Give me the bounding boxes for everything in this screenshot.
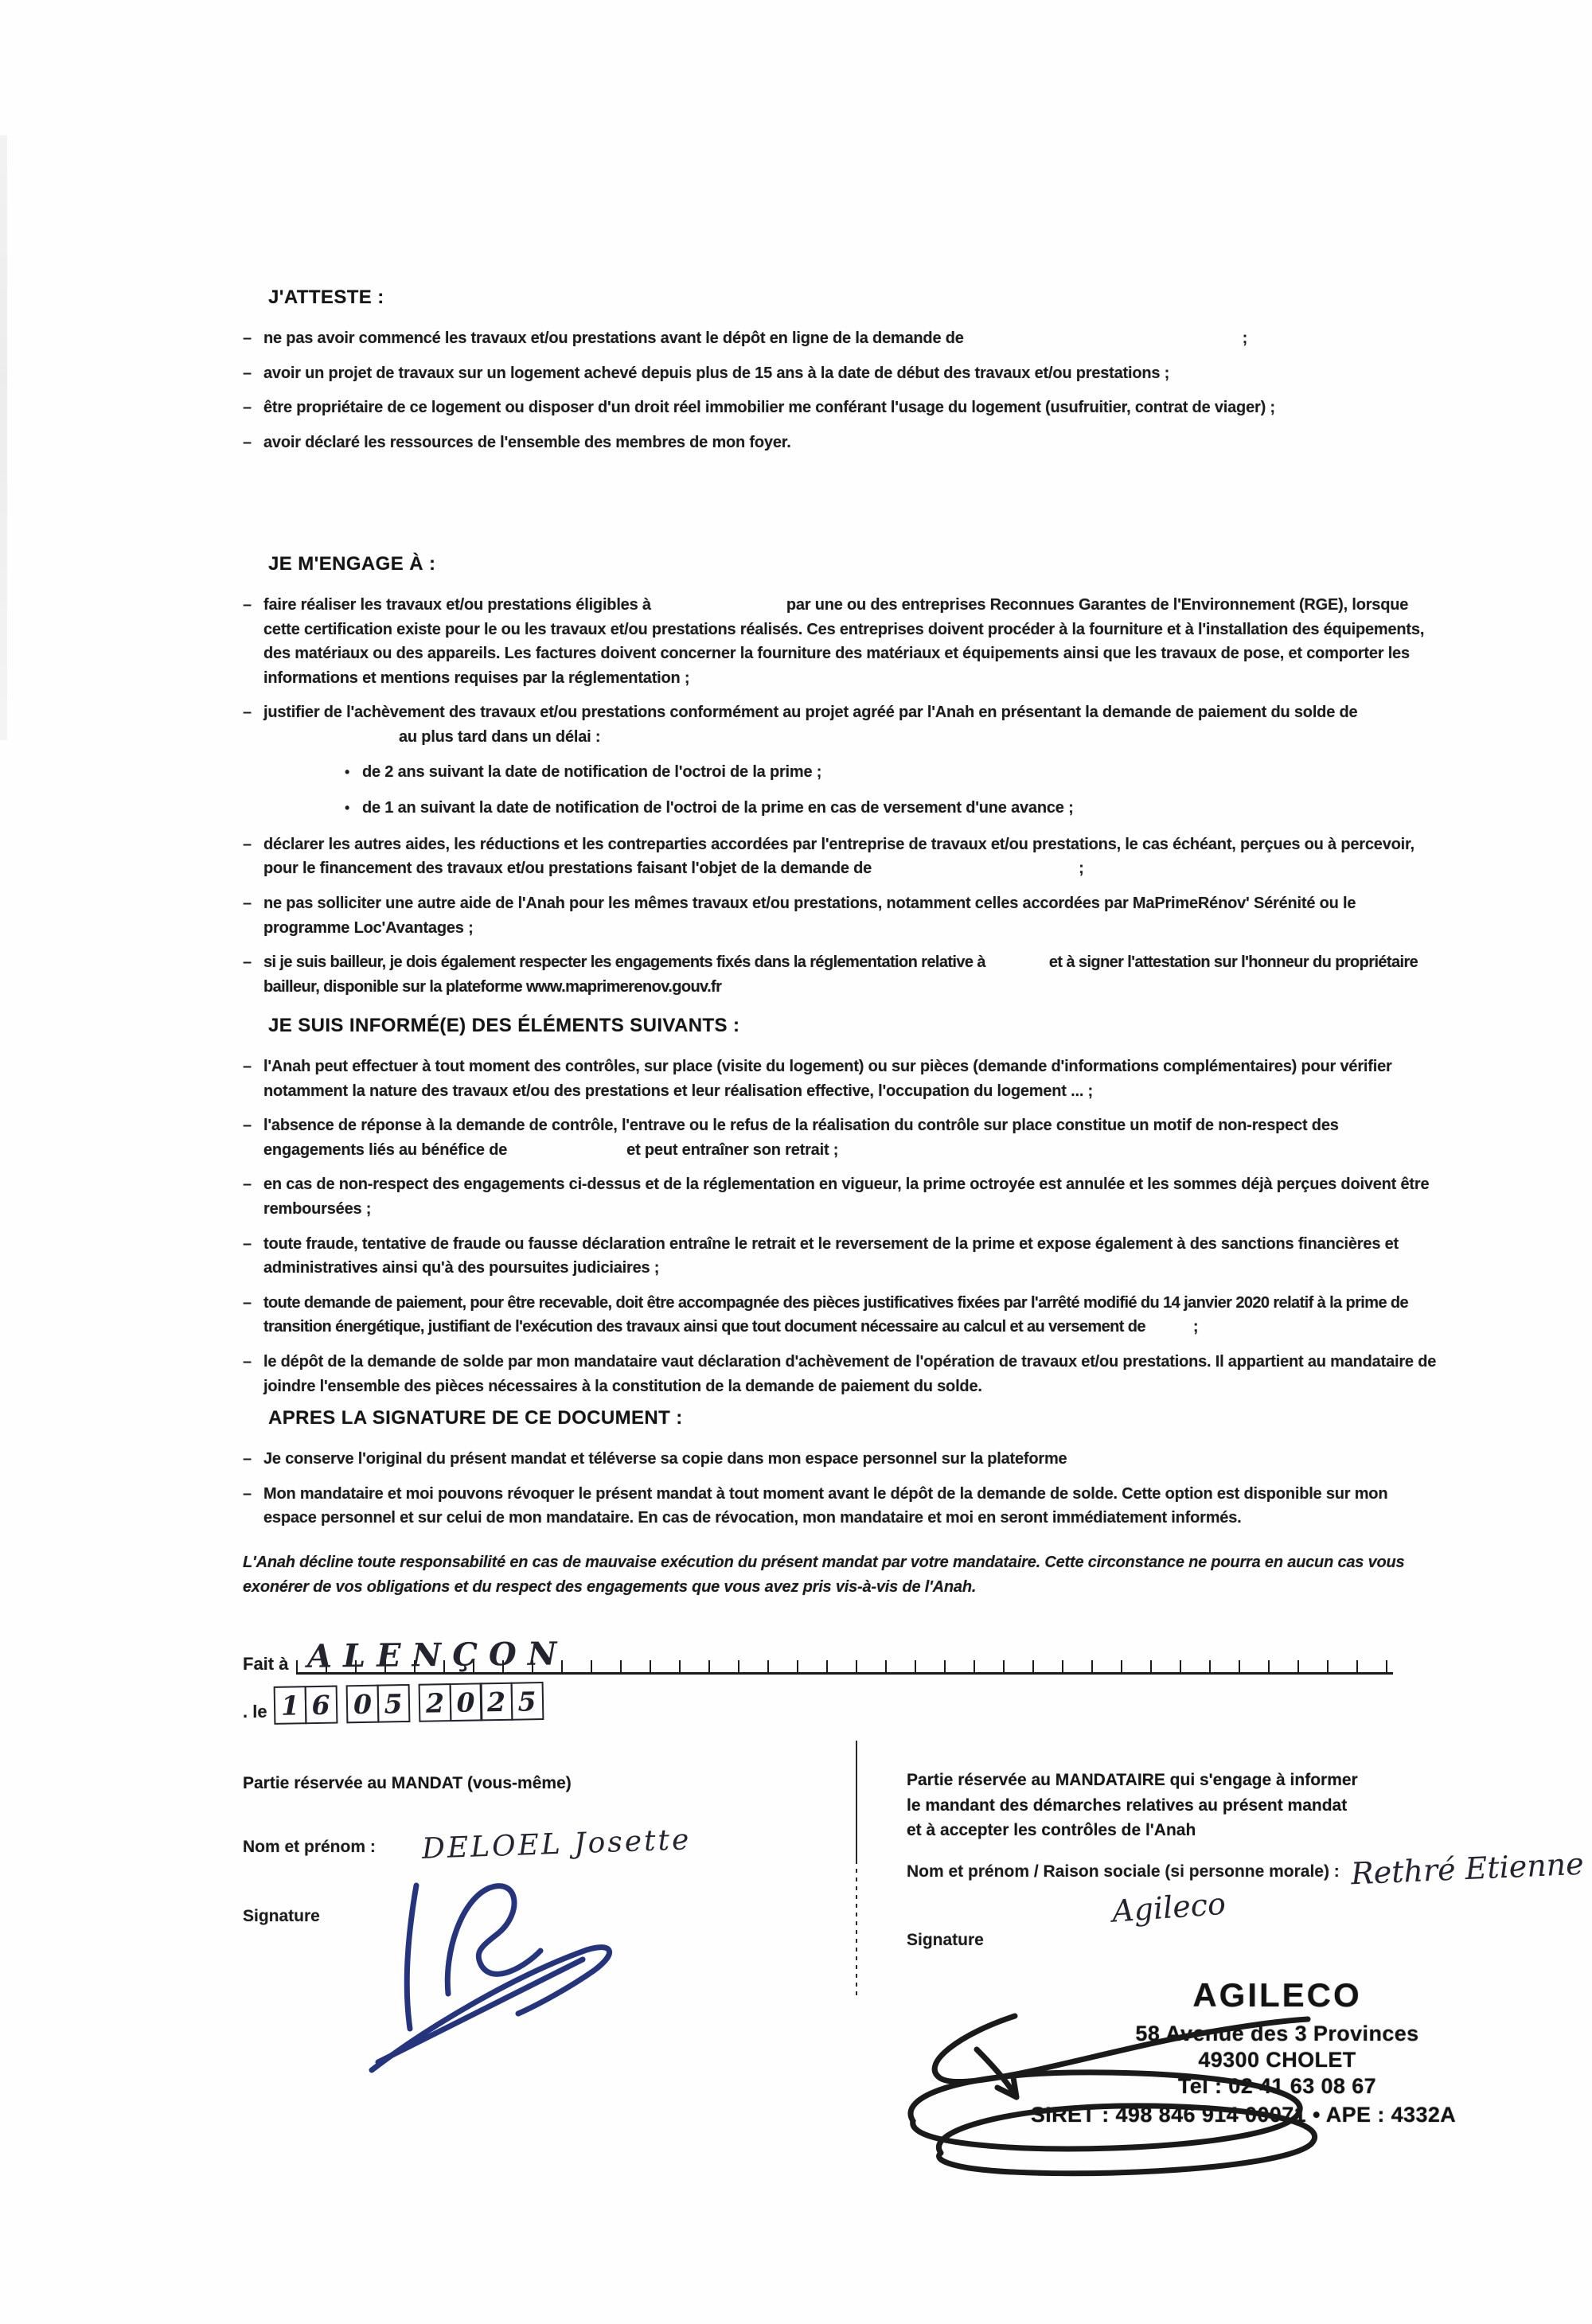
list-item — [243, 593, 1441, 690]
item-segment: ; — [1242, 329, 1248, 347]
item-segment: ; — [1079, 860, 1084, 878]
mandant-heading: Partie réservée au MANDAT (vous-même) — [243, 1774, 572, 1792]
item-segment: et à signer l'attestation sur l'honneur du propriétaire bailleur, disponible sur la plateforme www.maprimerenov.gouv.fr — [263, 953, 1418, 996]
item-segment: ; — [1192, 1318, 1198, 1336]
dash-bullet: – — [243, 1234, 252, 1253]
item-segment: l'absence de réponse à la demande de contrôle, l'entrave ou le refus de la réalisation du contrôle sur place constitue un motif de non-respect des engagements liés au bénéfice de — [263, 1117, 1339, 1159]
dash-bullet: – — [243, 1352, 252, 1371]
list-item — [243, 1350, 1441, 1398]
date-digit: 1 — [273, 1686, 306, 1725]
date-digit: 0 — [345, 1685, 379, 1724]
section-informe — [243, 1015, 1441, 1409]
blank-field — [872, 872, 1079, 873]
mandataire-name-row — [907, 1846, 1592, 1891]
item-text: ne pas solliciter une autre aide de l'Anah pour les mêmes travaux et/ou prestations, notamment celles accordées par MaPrimeRénov' Sérénité ou le programme Loc'Avantages ; — [263, 894, 1356, 937]
list-item — [243, 1113, 1441, 1162]
list-item — [243, 891, 1441, 940]
item-text: de 2 ans suivant la date de notification de l'octroi de la prime ; — [362, 762, 822, 781]
mandataire-signature-label: Signature — [907, 1930, 984, 1949]
item-text: Mon mandataire et moi pouvons révoquer le présent mandat à tout moment avant le dépôt de la demande de solde. Cette option est disponible sur mon espace personnel et sur celui de mon mandataire. En cas de révocation, mon mandataire et moi en seront immédiatement informés. — [263, 1484, 1388, 1527]
item-text: l'Anah peut effectuer à tout moment des contrôles, sur place (visite du logement) ou sur pièces (demande d'informations complémentaires) pour vérifier notamment la nature des travaux et/ou des prestations et leur réalisation effective, l'occupation du logement ... ; — [263, 1058, 1392, 1100]
list-item — [243, 361, 1441, 386]
list-item — [243, 1447, 1441, 1472]
list-item — [243, 700, 1441, 749]
stamp-company-name: AGILECO — [1192, 1976, 1362, 2014]
fait-a-label: Fait à — [243, 1654, 289, 1674]
date-digit: 2 — [418, 1683, 451, 1722]
list-item — [243, 1482, 1441, 1530]
blank-field — [507, 1153, 626, 1155]
item-text: toute fraude, tentative de fraude ou fausse déclaration entraîne le retrait et le reversement de la prime et expose également à des sanctions financières et administratives ainsi qu'à des poursuites judiciaires ; — [263, 1234, 1399, 1277]
fait-a-row — [243, 1635, 1445, 1675]
item-segment: toute demande de paiement, pour être recevable, doit être accompagnée des pièces justificatives fixées par l'arrêté modifié du 14 janvier 2020 relatif à la prime de transition énergétique, justifiant de l'exécution des travaux ainsi que tout document nécessaire au calcul et au versement de — [263, 1293, 1409, 1336]
dash-bullet: – — [243, 596, 252, 614]
item-text: de 1 an suivant la date de notification de l'octroi de la prime en cas de versement d'une avance ; — [362, 799, 1074, 817]
fait-block — [243, 1635, 1445, 1722]
blank-field — [263, 740, 399, 742]
item-text: Je conserve l'original du présent mandat et téléverse sa copie dans mon espace personnel sur la plateforme — [263, 1450, 1067, 1468]
mandant-name-label: Nom et prénom : — [243, 1837, 376, 1856]
dash-bullet: – — [243, 364, 252, 382]
item-segment: et peut entraîner son retrait ; — [626, 1141, 839, 1159]
item-segment: ne pas avoir commencé les travaux et/ou prestations avant le dépôt en ligne de la demande de — [263, 329, 964, 347]
list-item — [243, 396, 1441, 420]
mandataire-column — [857, 1763, 1592, 2324]
stamp-siret-ape: SIRET : 498 846 914 00071 • APE : 4332A — [1030, 2102, 1457, 2127]
dash-bullet: – — [243, 1293, 252, 1312]
section-heading: J'ATTESTE : — [268, 287, 384, 308]
mandataire-heading: Partie réservée au MANDATAIRE qui s'engage à informer le mandant des démarches relatives au présent mandat et à accepter les contrôles de l'Anah — [907, 1771, 1358, 1839]
handwritten-mandataire-name: Rethré Etienne — [1349, 1846, 1585, 1891]
date-row — [243, 1684, 1445, 1722]
dash-bullet: – — [243, 329, 252, 347]
anah-disclaimer: L'Anah décline toute responsabilité en cas de mauvaise exécution du présent mandat par votre mandataire. Cette circonstance ne pourra en aucun cas vous exonérer de vos obligations et du respect des engagements que vous avez pris vis-à-vis de l'Anah. — [243, 1554, 1405, 1596]
item-segment: justifier de l'achèvement des travaux et/ou prestations conformément au projet agréé par l'Anah en présentant la demande de paiement du solde de — [263, 704, 1358, 722]
blank-field — [651, 608, 786, 610]
list-item — [243, 1055, 1441, 1103]
section-apres — [243, 1407, 1441, 1541]
mandataire-signature — [864, 2000, 1357, 2191]
blank-field — [985, 965, 1049, 967]
item-text — [263, 700, 1441, 749]
item-text — [263, 1291, 1441, 1339]
dash-bullet: – — [243, 1176, 252, 1194]
dash-bullet: – — [243, 1117, 252, 1135]
dot-bullet: • — [345, 763, 350, 780]
handwritten-mandant-name: DELOEL Josette — [421, 1823, 692, 1866]
item-segment: faire réaliser les travaux et/ou prestations éligibles à — [263, 596, 651, 614]
item-text: avoir déclaré les ressources de l'ensemble des membres de mon foyer. — [263, 433, 791, 451]
blank-field — [964, 341, 1243, 343]
item-text — [263, 950, 1441, 999]
item-text — [263, 833, 1441, 881]
dash-bullet: – — [243, 704, 252, 722]
item-text: le dépôt de la demande de solde par mon mandataire vaut déclaration d'achèvement de l'opération de travaux et/ou prestations. Il appartient au mandataire de joindre l'ensemble des pièces nécessaires à la constitution de la demande de paiement du solde. — [263, 1352, 1437, 1395]
item-text — [263, 1113, 1441, 1162]
signature-area — [243, 1763, 1592, 2324]
mandant-signature — [354, 1857, 649, 2092]
scan-smudge — [0, 135, 7, 740]
date-digit: 0 — [449, 1683, 482, 1722]
item-text — [263, 593, 1441, 690]
item-segment: par une ou des entreprises Reconnues Garantes de l'Environnement (RGE), lorsque cette certification existe pour le ou les travaux et/ou prestations réalisés. Ces entreprises doivent procéder à la fourniture et à l'installation des équipements, des matériaux ou des appareils. Les factures doivent concerner la fourniture des matériaux et équipements ainsi que les travaux de pose, et comporter les informations et mentions requises par la réglementation ; — [263, 596, 1425, 687]
section-heading: APRES LA SIGNATURE DE CE DOCUMENT : — [268, 1407, 683, 1429]
section-heading: JE M'ENGAGE À : — [268, 553, 436, 575]
mandataire-name-label: Nom et prénom / Raison sociale (si personne morale) : — [907, 1862, 1340, 1881]
dash-bullet: – — [243, 894, 252, 912]
stamp-phone: Tel : 02 41 63 08 67 — [1177, 2073, 1377, 2098]
section-atteste — [243, 287, 1441, 465]
mandant-signature-label: Signature — [243, 1906, 320, 1925]
le-label: . le — [243, 1702, 267, 1722]
date-digit: 6 — [304, 1686, 338, 1725]
dash-bullet: – — [243, 835, 252, 853]
date-field — [273, 1682, 541, 1725]
dot-bullet: • — [345, 800, 350, 817]
handwritten-company-name: Agileco — [1110, 1885, 1227, 1929]
list-item — [243, 1291, 1441, 1339]
stamp-address-line1: 58 Avenue des 3 Provinces — [1135, 2022, 1419, 2045]
item-text: avoir un projet de travaux sur un logement achevé depuis plus de 15 ans à la date de début des travaux et/ou prestations ; — [263, 364, 1170, 382]
item-text — [263, 326, 1441, 351]
blank-field — [1145, 1330, 1193, 1332]
item-segment: au plus tard dans un délai : — [399, 727, 601, 746]
item-text: en cas de non-respect des engagements ci-dessus et de la réglementation en vigueur, la prime octroyée est annulée et les sommes déjà perçues doivent être remboursées ; — [263, 1176, 1430, 1218]
sub-list-item — [345, 760, 1441, 785]
section-heading: JE SUIS INFORMÉ(E) DES ÉLÉMENTS SUIVANTS : — [268, 1015, 740, 1036]
item-segment: si je suis bailleur, je dois également respecter les engagements fixés dans la réglementation relative à — [263, 953, 985, 972]
item-text: être propriétaire de ce logement ou disposer d'un droit réel immobilier me conférant l'usage du logement (usufruitier, contrat de viager) ; — [263, 399, 1275, 417]
dash-bullet: – — [243, 1450, 252, 1468]
dash-bullet: – — [243, 953, 252, 972]
section-engage — [243, 553, 1441, 1009]
dash-bullet: – — [243, 1058, 252, 1075]
dash-bullet: – — [243, 1484, 252, 1503]
list-item — [243, 1172, 1441, 1221]
city-comb-field — [296, 1635, 1393, 1675]
list-item — [243, 326, 1441, 351]
mandataire-signature-row — [907, 1931, 1592, 1950]
date-digit: 5 — [377, 1684, 410, 1723]
date-digit: 5 — [510, 1682, 544, 1721]
dash-bullet: – — [243, 433, 252, 451]
item-segment: déclarer les autres aides, les réductions et les contreparties accordées par l'entreprise de travaux et/ou prestations, le cas échéant, perçues ou à percevoir, pour le financement des travaux et/ou prestations faisant l'objet de la demande de — [263, 835, 1414, 878]
list-item — [243, 950, 1441, 999]
list-item — [243, 1232, 1441, 1281]
mandant-column — [243, 1763, 856, 2324]
list-item — [243, 833, 1441, 881]
stamp-address-line2: 49300 CHOLET — [1198, 2047, 1356, 2072]
sub-list-item — [345, 796, 1441, 821]
dash-bullet: – — [243, 399, 252, 417]
handwritten-city: ALENÇON — [307, 1635, 569, 1675]
date-digit: 2 — [479, 1683, 513, 1722]
list-item — [243, 431, 1441, 455]
